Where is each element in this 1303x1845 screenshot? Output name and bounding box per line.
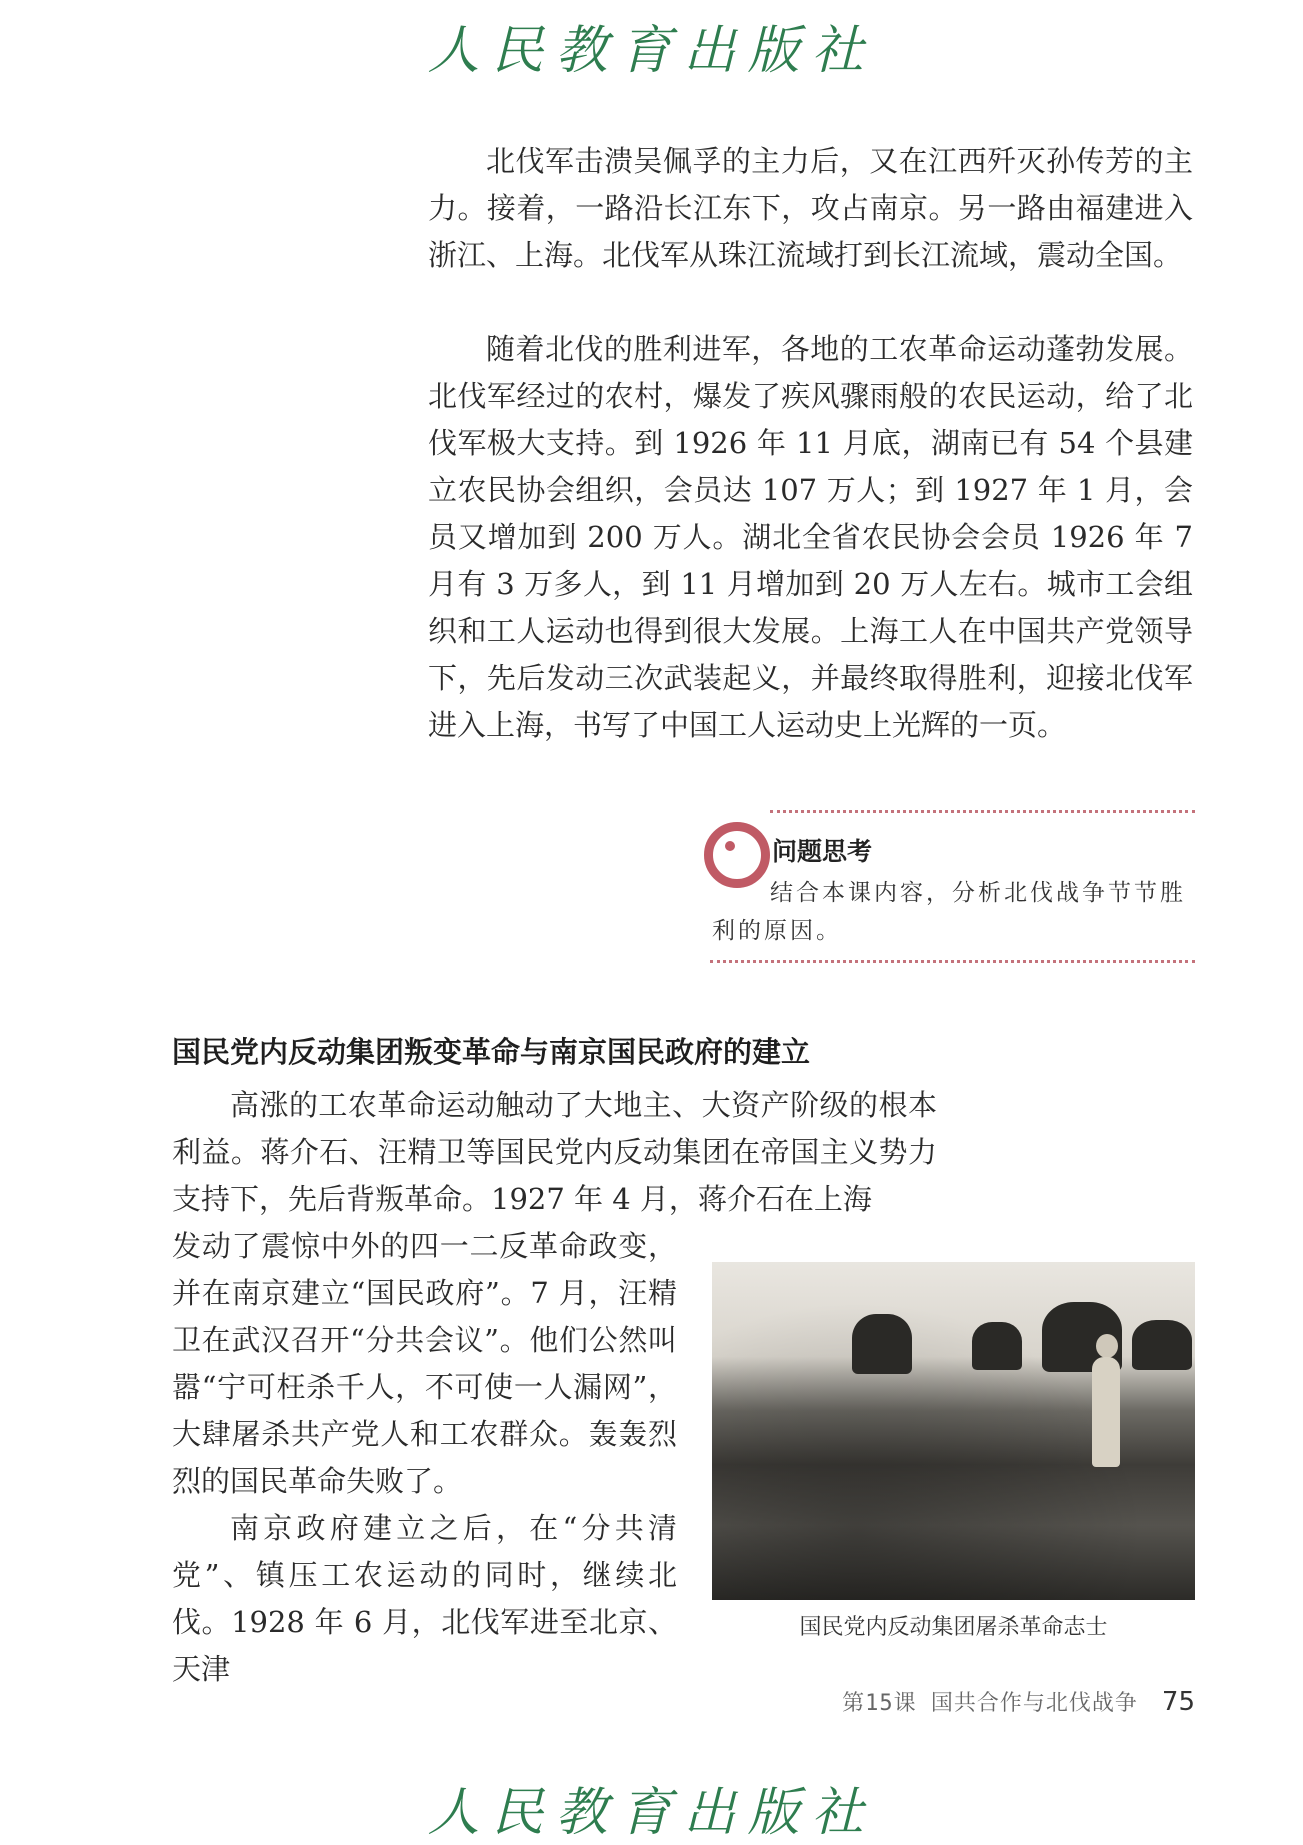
section-heading: 国民党内反动集团叛变革命与南京国民政府的建立 bbox=[172, 1035, 811, 1069]
page-number: 75 bbox=[1161, 1687, 1195, 1717]
paragraph-4: 南京政府建立之后，在“分共清党”、镇压工农运动的同时，继续北伐。1928 年 6 月，北伐军进至北京、天津 bbox=[172, 1511, 677, 1686]
think-box-title: 问题思考 bbox=[772, 837, 873, 866]
page-footer bbox=[842, 1686, 1195, 1717]
paragraph-2: 随着北伐的胜利进军，各地的工农革命运动蓬勃发展。北伐军经过的农村，爆发了疾风骤雨般的农民运动，给了北伐军极大支持。到 1926 年 11 月底，湖南已有 54 个县建立农民协会组织，会员达 107 万人；到 1927 年 1 月，会员又增加到 200 万人。湖北全省农民协会会员 1926 年 7 月有 3 万多人，到 11 月增加到 20 万人左右。城市工会组织和工人运动也得到很大发展。上海工人在中国共产党领导下，先后发动三次武装起义，并最终取得胜利，迎接北伐军进入上海，书写了中国工人运动史上光辉的一页。 bbox=[428, 332, 1193, 742]
lesson-title: 第15课 国共合作与北伐战争 bbox=[842, 1691, 1138, 1716]
photo-caption: 国民党内反动集团屠杀革命志士 bbox=[799, 1615, 1108, 1640]
paragraph-3-top: 高涨的工农革命运动触动了大地主、大资产阶级的根本利益。蒋介石、汪精卫等国民党内反动集团在帝国主义势力支持下，先后背叛革命。1927 年 4 月，蒋介石在上海 bbox=[172, 1088, 937, 1216]
paragraph-1: 北伐军击溃吴佩孚的主力后，又在江西歼灭孙传芳的主力。接着，一路沿长江东下，攻占南京。另一路由福建进入浙江、上海。北伐军从珠江流域打到长江流域，震动全国。 bbox=[428, 144, 1193, 272]
dotted-divider-top bbox=[770, 810, 1195, 813]
soldier-figure bbox=[1092, 1357, 1120, 1467]
think-box bbox=[710, 810, 1195, 965]
paragraph-3-rest: 发动了震惊中外的四一二反革命政变，并在南京建立“国民政府”。7 月，汪精卫在武汉召开“分共会议”。他们公然叫嚣“宁可枉杀千人，不可使一人漏网”，大肆屠杀共产党人和工农群众。轰轰烈烈的国民革命失败了。 bbox=[172, 1229, 677, 1498]
dotted-divider-bottom bbox=[710, 960, 1195, 963]
think-box-text: 结合本课内容，分析北伐战争节节胜利的原因。 bbox=[712, 880, 1186, 944]
publisher-logo-top: 人民教育出版社 bbox=[427, 21, 876, 81]
publisher-logo-bottom: 人民教育出版社 bbox=[427, 1783, 876, 1843]
historical-photo bbox=[712, 1262, 1195, 1600]
soldier-figure-head bbox=[1096, 1334, 1118, 1358]
